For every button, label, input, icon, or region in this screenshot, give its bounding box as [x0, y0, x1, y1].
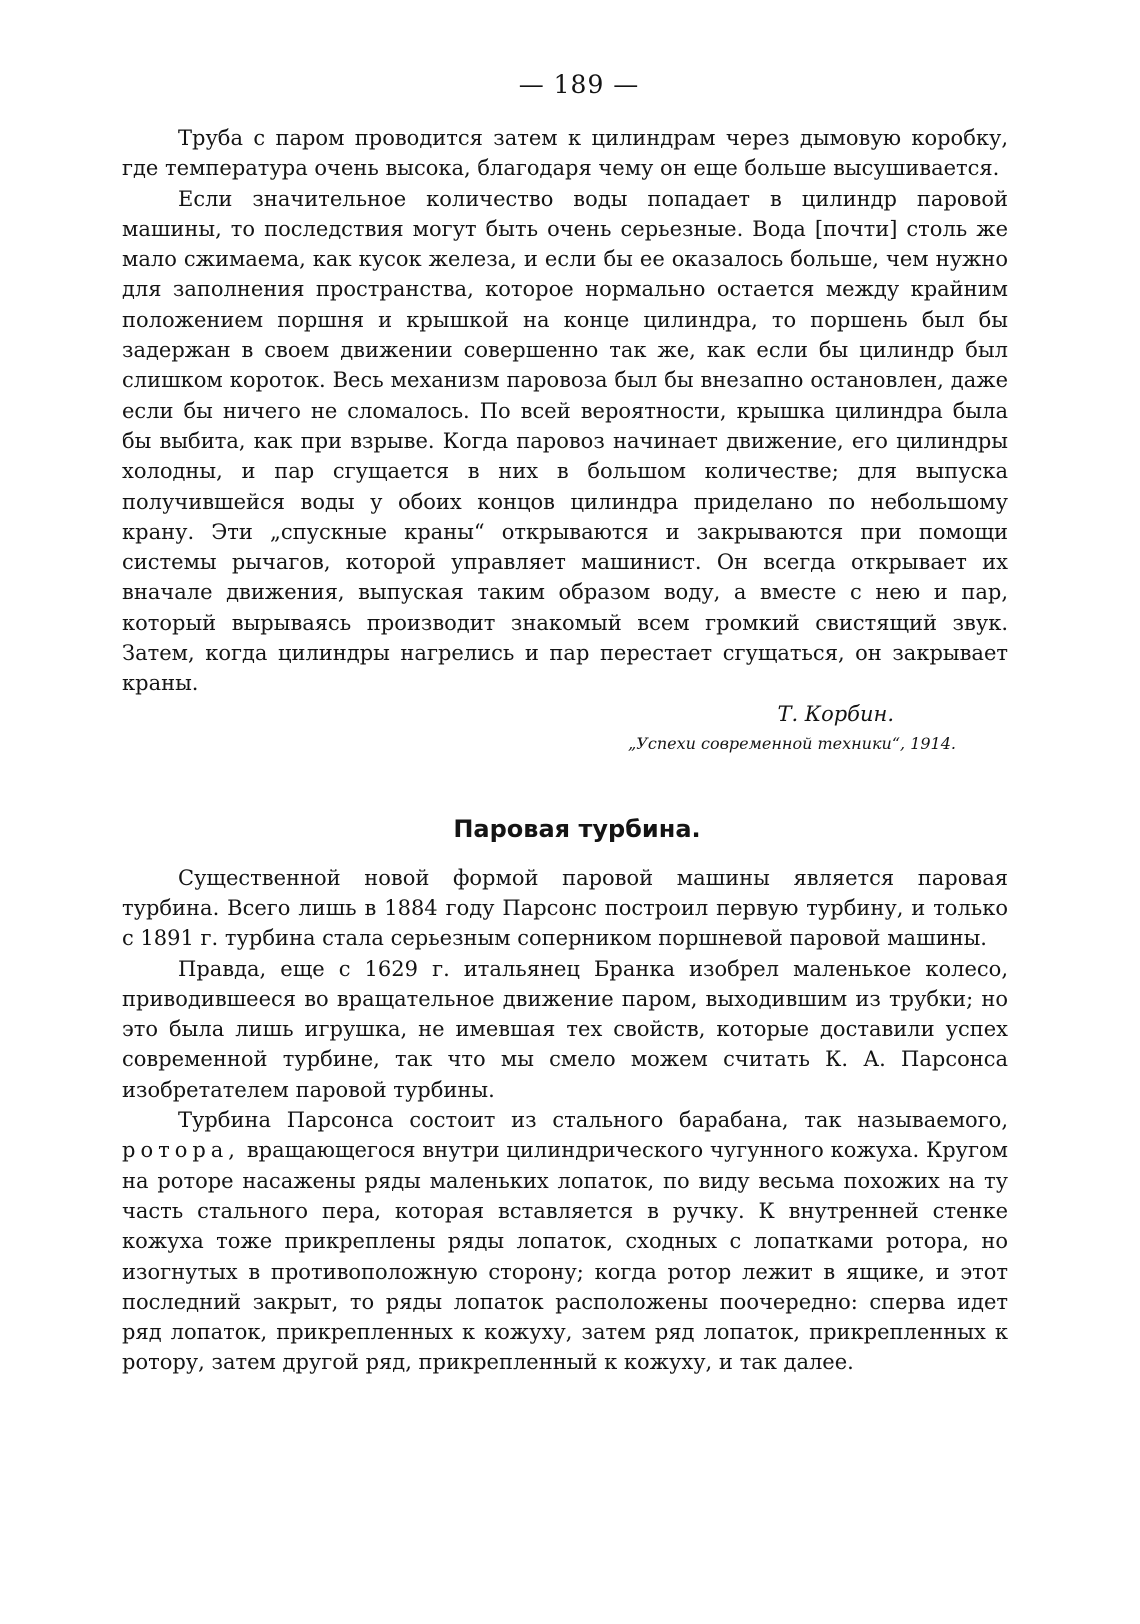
section-title: Паровая турбина.	[453, 814, 701, 843]
paragraph-4: Правда, еще с 1629 г. итальянец Бранка изобрел маленькое колесо, приводившееся во вращательное движение паром, выходившим из трубки; но это была лишь игрушка, не имевшая тех свойств, которые доставили успех современной турбине, так что мы смело можем считать К. А. Парсонса изобретателем паровой турбины.	[122, 956, 1008, 1102]
section-locomotive-text	[122, 123, 1008, 759]
author-signature: Т. Корбин.	[777, 701, 894, 726]
spaced-term-rotor: ротора,	[122, 1138, 240, 1163]
section-steam-turbine	[122, 815, 1008, 1378]
paragraph-2: Если значительное количество воды попадает в цилиндр паровой машины, то последствия могут быть очень серьезные. Вода [почти] столь же мало сжимаема, как кусок железа, и если бы ее оказалось больше, чем нужно для заполнения пространства, которое нормально остается между крайним положением поршня и крышкой на конце цилиндра, то поршень был бы задержан в своем движении совершенно так же, как если бы цилиндр был слишком короток. Весь механизм паровоза был бы внезапно остановлен, даже если бы ничего не сломалось. По всей вероятности, крышка цилиндра была бы выбита, как при взрыве. Когда паровоз начинает движение, его цилиндры холодны, и пар сгущается в них в большом количестве; для выпуска получившейся воды у обоих концов цилиндра приделано по небольшому крану. Эти „спускные краны“ открываются и закрываются при помощи системы рычагов, которой управляет машинист. Он всегда открывает их вначале движения, выпуская таким образом воду, а вместе с нею и пар, который вырываясь производит знакомый всем громкий свистящий звук. Затем, когда цилиндры нагрелись и пар перестает сгущаться, он закрывает краны.	[122, 186, 1008, 696]
page-number: — 189 —	[518, 70, 640, 99]
paragraph-5-rest: вращающегося внутри цилиндрического чугунного кожуха. Кругом на роторе насажены ряды маленьких лопаток, по виду весьма похожих на ту часть стального пера, которая вставляется в ручку. К внутренней стенке кожуха тоже прикреплены ряды лопаток, сходных с лопатками ротора, но изогнутых в противоположную сторону; когда ротор лежит в ящике, и этот последний закрыт, то ряды лопаток расположены поочередно: сперва идет ряд лопаток, прикрепленных к кожуху, затем ряд лопаток, прикрепленных к ротору, затем другой ряд, прикрепленный к кожуху, и так далее.	[122, 1138, 1008, 1375]
paragraph-5-start: Турбина Парсонса состоит из стального барабана, так называемого,	[178, 1108, 1008, 1133]
source-citation: „Успехи современной техники“, 1914.	[628, 733, 956, 753]
paragraph-1: Труба с паром проводится затем к цилиндрам через дымовую коробку, где температура очень высока, благодаря чему он еще больше высушивается.	[122, 126, 1008, 181]
paragraph-3: Существенной новой формой паровой машины является паровая турбина. Всего лишь в 1884 году Парсонс построил первую турбину, и только с 1891 г. турбина стала серьезным соперником поршневой паровой машины.	[122, 865, 1008, 951]
book-page	[122, 70, 1008, 1378]
paragraph-5	[122, 1105, 1008, 1378]
